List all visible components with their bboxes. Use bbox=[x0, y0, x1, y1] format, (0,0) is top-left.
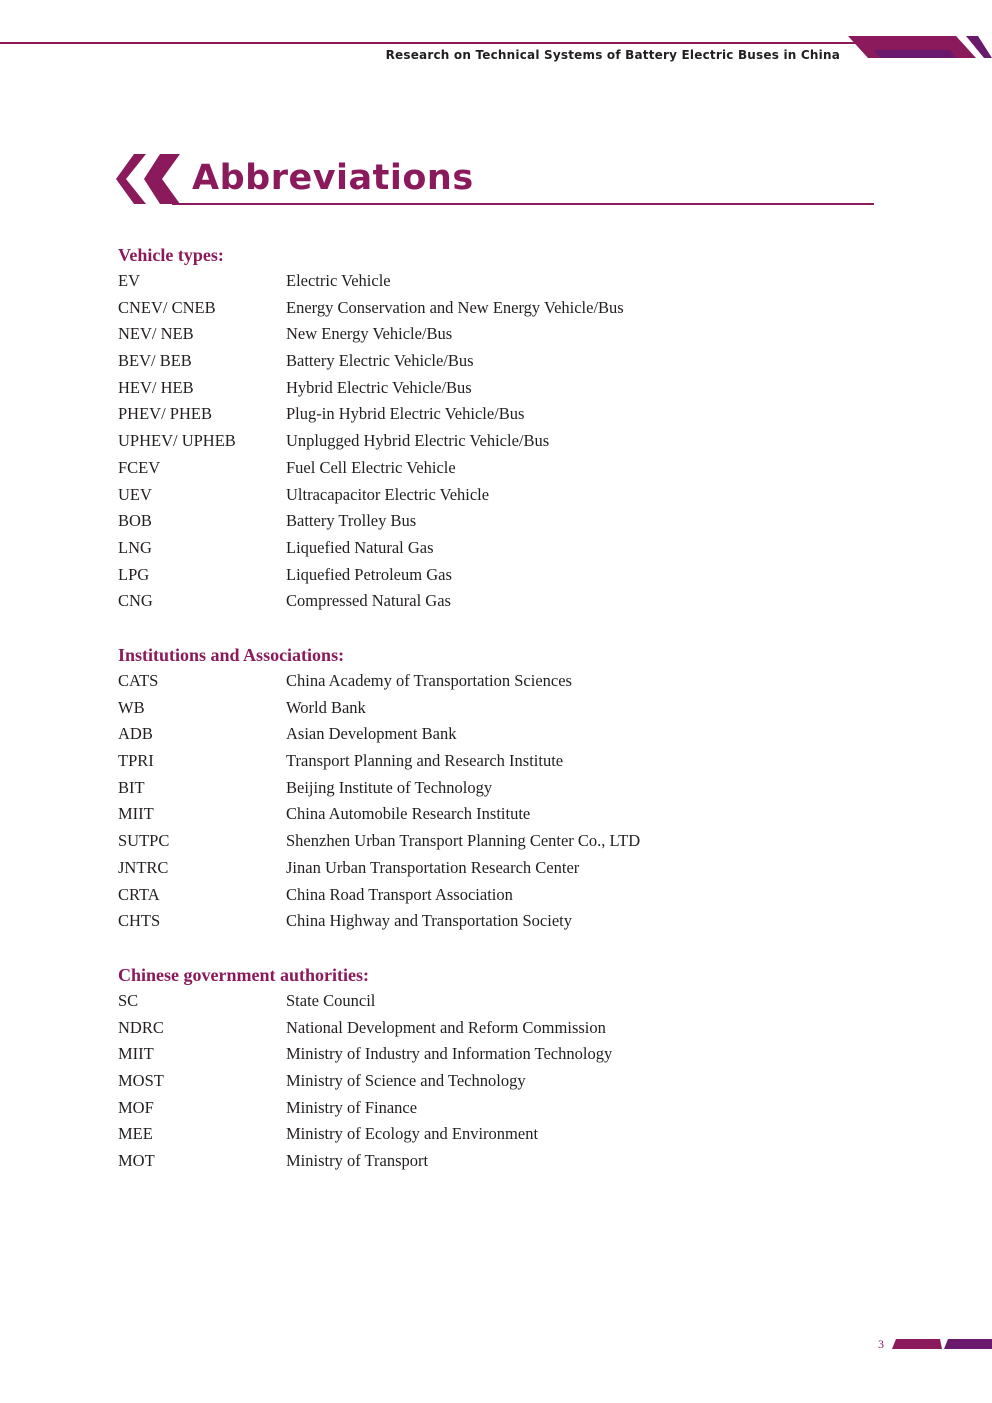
list-item bbox=[118, 295, 738, 322]
abbreviation: CATS bbox=[118, 671, 159, 690]
definition: China Automobile Research Institute bbox=[286, 804, 531, 824]
list-item bbox=[118, 668, 738, 695]
page-number: 3 bbox=[878, 1337, 884, 1351]
abbreviation: CHTS bbox=[118, 911, 161, 931]
abbreviation: MIIT bbox=[118, 1044, 154, 1064]
definition: Compressed Natural Gas bbox=[286, 591, 451, 611]
list-item bbox=[118, 908, 738, 935]
abbreviation: NDRC bbox=[118, 1017, 164, 1037]
definition: Shenzhen Urban Transport Planning Center Co., LTD bbox=[286, 831, 641, 851]
section-government-authorities bbox=[118, 963, 738, 1175]
list-item bbox=[118, 588, 738, 615]
list-item bbox=[118, 1095, 738, 1122]
list-item bbox=[118, 988, 738, 1015]
definition: Hybrid Electric Vehicle/Bus bbox=[286, 377, 472, 397]
section-heading: Chinese government authorities: bbox=[118, 965, 369, 985]
double-chevron-icon bbox=[116, 152, 182, 206]
list-item bbox=[118, 321, 738, 348]
list-item bbox=[118, 695, 738, 722]
list-item bbox=[118, 1015, 738, 1042]
abbreviation: CNEV/ CNEB bbox=[118, 297, 216, 317]
list-item bbox=[118, 508, 738, 535]
abbreviation: MOST bbox=[118, 1071, 164, 1091]
footer-stripes-decoration bbox=[892, 1339, 992, 1349]
list-item bbox=[118, 482, 738, 509]
abbreviation: PHEV/ PHEB bbox=[118, 404, 212, 424]
abbreviation: TPRI bbox=[118, 751, 154, 771]
page-title: Abbreviations bbox=[192, 158, 474, 198]
list-item bbox=[118, 1041, 738, 1068]
definition: Ministry of Ecology and Environment bbox=[286, 1124, 539, 1144]
abbreviation: UEV bbox=[118, 484, 152, 504]
list-item bbox=[118, 828, 738, 855]
definition: Ministry of Finance bbox=[286, 1097, 418, 1117]
abbreviation: MOT bbox=[118, 1151, 155, 1171]
abbreviation: BEV/ BEB bbox=[118, 351, 192, 371]
list-item bbox=[118, 775, 738, 802]
abbreviation: JNTRC bbox=[118, 857, 169, 877]
definition: Electric Vehicle bbox=[286, 271, 391, 290]
section-heading: Institutions and Associations: bbox=[118, 645, 345, 665]
definition: Fuel Cell Electric Vehicle bbox=[286, 457, 456, 477]
definition: Ministry of Industry and Information Technology bbox=[286, 1044, 613, 1064]
list-item bbox=[118, 1121, 738, 1148]
abbreviation: HEV/ HEB bbox=[118, 377, 194, 397]
header-stripes-decoration bbox=[848, 34, 992, 62]
definition: Ministry of Science and Technology bbox=[286, 1071, 526, 1091]
abbreviation: ADB bbox=[118, 724, 153, 744]
list-item bbox=[118, 401, 738, 428]
list-item bbox=[118, 428, 738, 455]
definition: Ultracapacitor Electric Vehicle bbox=[286, 484, 490, 504]
abbreviation: MOF bbox=[118, 1097, 154, 1117]
list-item bbox=[118, 348, 738, 375]
abbreviation: MIIT bbox=[118, 804, 154, 824]
definition: State Council bbox=[286, 991, 376, 1010]
definition: National Development and Reform Commission bbox=[286, 1017, 606, 1037]
definition: Ministry of Transport bbox=[286, 1151, 429, 1171]
definition: Unplugged Hybrid Electric Vehicle/Bus bbox=[286, 431, 550, 451]
header-rule bbox=[0, 42, 862, 44]
abbreviation: BOB bbox=[118, 511, 152, 531]
list-item bbox=[118, 855, 738, 882]
abbreviation: LPG bbox=[118, 564, 150, 584]
definition: China Academy of Transportation Sciences bbox=[286, 671, 572, 690]
definition: Asian Development Bank bbox=[286, 724, 457, 744]
section-vehicle-types bbox=[118, 243, 738, 615]
definition: Battery Trolley Bus bbox=[286, 511, 417, 531]
running-header-title: Research on Technical Systems of Battery Electric Buses in China bbox=[385, 48, 840, 62]
definition: Plug-in Hybrid Electric Vehicle/Bus bbox=[286, 404, 525, 424]
definition: China Highway and Transportation Society bbox=[286, 911, 572, 931]
definition: New Energy Vehicle/Bus bbox=[286, 324, 453, 344]
definition: China Road Transport Association bbox=[286, 884, 513, 904]
definition: Jinan Urban Transportation Research Center bbox=[286, 857, 580, 877]
definition: Battery Electric Vehicle/Bus bbox=[286, 351, 474, 371]
page-title-block bbox=[116, 152, 874, 208]
title-underline bbox=[172, 203, 874, 205]
list-item bbox=[118, 1148, 738, 1175]
definition: Liquefied Petroleum Gas bbox=[286, 564, 452, 584]
abbreviation: MEE bbox=[118, 1124, 153, 1144]
abbreviation: NEV/ NEB bbox=[118, 324, 194, 344]
abbreviation: SUTPC bbox=[118, 831, 170, 851]
section-institutions bbox=[118, 643, 738, 935]
list-item bbox=[118, 748, 738, 775]
abbreviation: BIT bbox=[118, 777, 145, 797]
abbreviation: FCEV bbox=[118, 457, 161, 477]
abbreviation: SC bbox=[118, 991, 139, 1010]
list-item bbox=[118, 535, 738, 562]
definition: Beijing Institute of Technology bbox=[286, 777, 493, 797]
definition: Energy Conservation and New Energy Vehicle/Bus bbox=[286, 297, 624, 317]
list-item bbox=[118, 1068, 738, 1095]
abbreviation: CNG bbox=[118, 591, 153, 611]
definition: Transport Planning and Research Institute bbox=[286, 751, 564, 771]
list-item bbox=[118, 882, 738, 909]
list-item bbox=[118, 375, 738, 402]
list-item bbox=[118, 562, 738, 589]
list-item bbox=[118, 455, 738, 482]
definition: World Bank bbox=[286, 697, 366, 717]
list-item bbox=[118, 268, 738, 295]
abbreviation: LNG bbox=[118, 537, 152, 557]
abbreviation: UPHEV/ UPHEB bbox=[118, 431, 236, 451]
section-heading: Vehicle types: bbox=[118, 245, 224, 265]
list-item bbox=[118, 721, 738, 748]
list-item bbox=[118, 801, 738, 828]
abbreviation: CRTA bbox=[118, 884, 160, 904]
abbreviation: WB bbox=[118, 697, 145, 717]
abbreviation: EV bbox=[118, 271, 140, 290]
definition: Liquefied Natural Gas bbox=[286, 537, 434, 557]
